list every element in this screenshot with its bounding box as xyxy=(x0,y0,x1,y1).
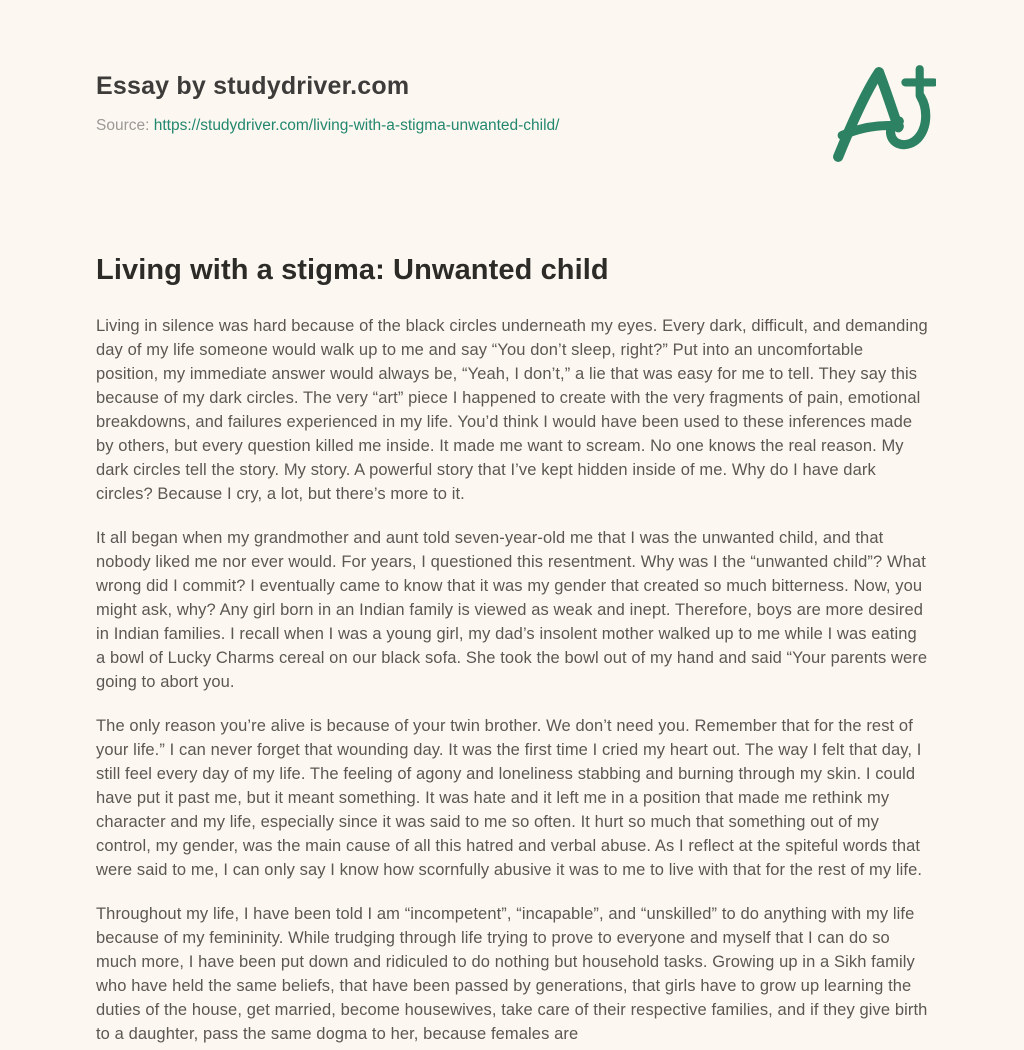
paragraph-1: Living in silence was hard because of the black circles underneath my eyes. Every dark, difficult, and demanding day of my life someone would walk up to me and say “You don’t sleep, right?” Put into an uncomfortable position, my immediate answer would always be, “Yeah, I don’t,” a lie that was easy for me to tell. They say this because of my dark circles. The very “art” piece I happened to create with the very fragments of pain, emotional breakdowns, and failures experienced in my life. You’d think I would have been used to these inferences made by others, but every question killed me inside. It made me want to scream. No one knows the real reason. My dark circles tell the story. My story. A powerful story that I’ve kept hidden inside of me. Why do I have dark circles? Because I cry, a lot, but there’s more to it. xyxy=(96,316,928,503)
studydriver-logo xyxy=(830,64,936,162)
byline: Essay by studydriver.com xyxy=(96,72,410,100)
paragraph-4: Throughout my life, I have been told I am “incompetent”, “incapable”, and “unskilled” to do anything with my life because of my femininity. While trudging through life trying to prove to everyone and myself that I can do so much more, I have been put down and ridiculed to do nothing but household tasks. Growing up in a Sikh family who have held the same beliefs, that have been passed by generations, that girls have to grow up learning the duties of the house, get married, become housewives, take care of their respective families, and if they give birth to a daughter, pass the same dogma to her, because females are xyxy=(96,904,928,1043)
paragraph-2: It all began when my grandmother and aunt told seven-year-old me that I was the unwanted child, and that nobody liked me nor ever would. For years, I questioned this resentment. Why was I the “unwanted child”? What wrong did I commit? I eventually came to know that it was my gender that created so much bitterness. Now, you might ask, why? Any girl born in an Indian family is viewed as weak and inept. Therefore, boys are more desired in Indian families. I recall when I was a young girl, my dad’s insolent mother walked up to me while I was eating a bowl of Lucky Charms cereal on our black sofa. She took the bowl out of my hand and said “Your parents were going to abort you. xyxy=(96,528,928,691)
paragraph-3: The only reason you’re alive is because of your twin brother. We don’t need you. Remember that for the rest of your life.” I can never forget that wounding day. It was the first time I cried my heart out. The way I felt that day, I still feel every day of my life. The feeling of agony and loneliness stabbing and burning through my skin. I could have put it past me, but it meant something. It was hate and it left me in a position that made me rethink my character and my life, especially since it was said to me so often. It hurt so much that something out of my control, my gender, was the main cause of all this hatred and verbal abuse. As I reflect at the spiteful words that were said to me, I can only say I know how scornfully abusive it was to me to live with that for the rest of my life. xyxy=(96,716,923,879)
source-label: Source: xyxy=(96,117,150,134)
source-line xyxy=(96,115,929,137)
article-body xyxy=(96,314,930,1046)
source-link[interactable]: https://studydriver.com/living-with-a-stigma-unwanted-child/ xyxy=(153,117,560,134)
page-title: Living with a stigma: Unwanted child xyxy=(96,254,609,286)
a-plus-icon xyxy=(830,64,936,162)
